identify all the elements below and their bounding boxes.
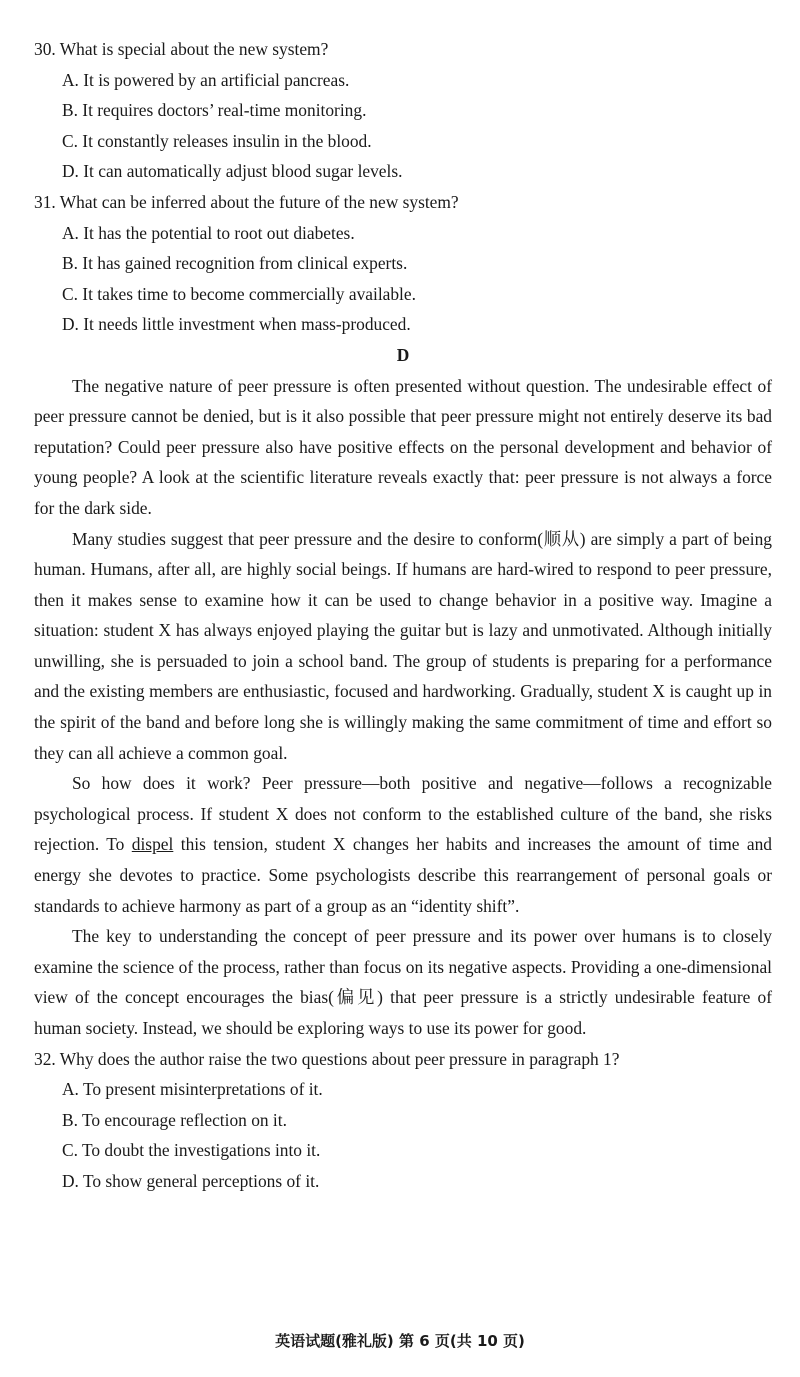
paragraph-3-text-after: this tension, student X changes her habits and increases the amount of time and energy she devotes to practice. Some psychologists describe this rearrangement of personal goals or standards to achieve harmony as part of a group as an “identity shift”.: [34, 834, 772, 916]
question-31-option-c: C. It takes time to become commercially available.: [62, 283, 416, 304]
question-31-stem: 31. What can be inferred about the future of the new system?: [34, 191, 459, 212]
question-32-option-b: B. To encourage reflection on it.: [62, 1109, 287, 1130]
passage-d: [34, 340, 772, 1044]
question-31-option-a: A. It has the potential to root out diabetes.: [62, 222, 355, 243]
question-30-option-b: B. It requires doctors’ real-time monitoring.: [62, 100, 367, 121]
question-31-option-d: D. It needs little investment when mass-produced.: [62, 314, 411, 335]
question-30-stem: 30. What is special about the new system?: [34, 39, 329, 59]
question-32: [34, 1044, 772, 1197]
paragraph-3-text-before: So how does it work? Peer pressure—both positive and negative—follows a recognizable psychological process. If student X does not conform to the established culture of the band, she risks rejection. To: [34, 773, 772, 855]
question-32-option-a: A. To present misinterpretations of it.: [62, 1079, 323, 1100]
passage-paragraph-2: Many studies suggest that peer pressure and the desire to conform(顺从) are simply a part of being human. Humans, after all, are highly social beings. If humans are hard-wired to respond to peer pressure, then it makes sense to examine how it can be used to change behavior in a positive way. Imagine a situation: student X has always enjoyed playing the guitar but is lazy and unmotivated. Although initially unwilling, she is persuaded to join a school band. The group of students is preparing for a performance and the existing members are enthusiastic, focused and hardworking. Gradually, student X is caught up in the spirit of the band and before long she is willingly making the same commitment of time and effort so they can all achieve a common goal.: [34, 528, 772, 763]
question-30-option-d: D. It can automatically adjust blood sugar levels.: [62, 161, 403, 182]
question-32-option-c: C. To doubt the investigations into it.: [62, 1140, 321, 1161]
question-31-option-b: B. It has gained recognition from clinical experts.: [62, 253, 408, 274]
question-32-option-d: D. To show general perceptions of it.: [62, 1170, 320, 1191]
passage-letter: D: [396, 344, 410, 365]
question-32-stem: 32. Why does the author raise the two questions about peer pressure in paragraph 1?: [34, 1048, 620, 1069]
question-31: [34, 187, 772, 340]
question-30-option-a: A. It is powered by an artificial pancreas.: [62, 69, 350, 90]
underlined-word-dispel: dispel: [131, 834, 174, 855]
question-30-option-c: C. It constantly releases insulin in the blood.: [62, 130, 372, 151]
passage-paragraph-1: The negative nature of peer pressure is often presented without question. The undesirable effect of peer pressure cannot be denied, but is it also possible that peer pressure might not entirely deserve its bad reputation? Could peer pressure also have positive effects on the personal development and behavior of young people? A look at the scientific literature reveals exactly that: peer pressure is not always a force for the dark side.: [34, 375, 772, 518]
passage-paragraph-3: [34, 768, 772, 921]
passage-paragraph-4: The key to understanding the concept of peer pressure and its power over humans is to closely examine the science of the process, rather than focus on its negative aspects. Providing a one-dimensional view of the concept encourages the bias(偏见) that peer pressure is a strictly undesirable feature of human society. Instead, we should be exploring ways to use its power for good.: [34, 926, 772, 1038]
question-30: [34, 34, 772, 187]
page-footer: 英语试题(雅礼版) 第 6 页(共 10 页): [275, 1332, 525, 1350]
